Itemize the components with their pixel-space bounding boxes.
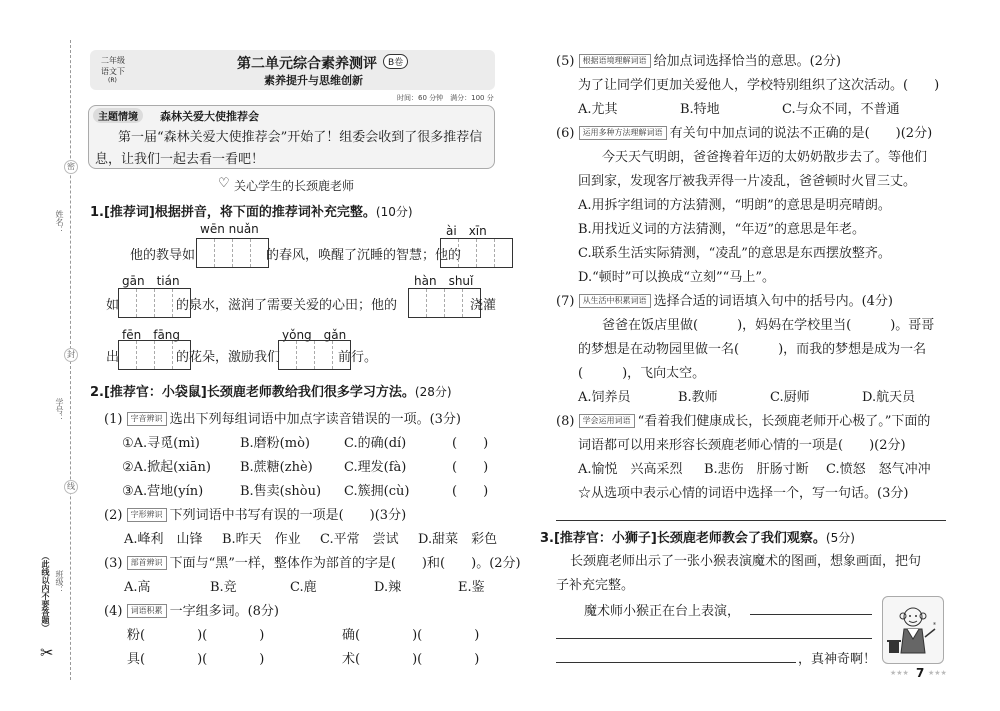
- q1-pinyin-6: yǒng gǎn: [282, 328, 347, 342]
- q3-line-end: ，真神奇啊！: [798, 652, 877, 667]
- option-a: A.峰利 山锋: [124, 532, 203, 547]
- side-vertical-tip: （此线以内不要答题）: [41, 552, 50, 632]
- q2-s6-score: (2分): [900, 126, 933, 141]
- word-char: 术: [342, 652, 356, 667]
- option-b: B.教师: [678, 390, 718, 405]
- page-number: 7: [916, 666, 925, 680]
- page-number-stars-right: ★★★: [928, 669, 947, 677]
- q2-s7-score: (4分): [861, 294, 893, 309]
- option-a: A.尤其: [578, 102, 618, 117]
- theme-line-2: 息，让我们一起去看一看吧！: [95, 152, 265, 167]
- q2-s4-row-4: [342, 648, 479, 667]
- side-mark-feng: 封: [64, 348, 78, 362]
- q2-s3-num: (3): [104, 556, 123, 571]
- q1-row2-c: 浇灌: [470, 298, 497, 313]
- side-mark-mi: 密: [64, 160, 78, 174]
- word-blanks[interactable]: ( )( ): [140, 628, 265, 643]
- q2-s3-tag: 部首辨识: [127, 556, 167, 570]
- q2-s6-tag: 运用多种方法理解词语: [579, 126, 667, 140]
- option-c: C.愤怒 怒气冲冲: [826, 462, 931, 477]
- q2-s6-passage-2: 回到家，发现客厅被我弄得一片凌乱，爸爸顿时火冒三丈。: [578, 174, 917, 189]
- option-a: A.高: [124, 580, 151, 595]
- option-d: D.航天员: [862, 390, 916, 405]
- row-num: ③: [122, 484, 134, 499]
- q2-s3-score: 。(2分): [476, 556, 521, 571]
- q1-pinyin-3: gān tián: [122, 274, 180, 288]
- q2-s6-option-b: B.用找近义词的方法猜测，“年迈”的意思是年老。: [578, 222, 865, 237]
- option-d: D.辣: [374, 580, 402, 595]
- q3-answer-line-2[interactable]: [556, 624, 872, 639]
- option-b: B.悲伤 肝肠寸断: [704, 462, 809, 477]
- theme-line-1: 第一届“森林关爱大使推荐会”开始了！组委会收到了很多推荐信: [118, 130, 483, 145]
- answer-paren[interactable]: ( ): [452, 436, 489, 451]
- q2-s7-passage-1: 爸爸在饭店里做( )，妈妈在学校里当( )。哥哥: [602, 318, 935, 333]
- q2-s2-tag: 字形辨识: [127, 508, 167, 522]
- q2-s6-title: [556, 122, 932, 141]
- q1-pinyin-4: hàn shuǐ: [414, 274, 474, 288]
- word-char: 确: [342, 628, 356, 643]
- q2-s6-passage-1: 今天天气明朗，爸爸搀着年迈的太奶奶散步去了。等他们: [602, 150, 928, 165]
- q2-s1-row-2: [122, 456, 502, 475]
- q2-s8-line-2: [578, 434, 906, 453]
- q2-s1-row-3: [122, 480, 502, 499]
- time-score: 时间：60 分钟 满分：100 分: [397, 94, 494, 102]
- page-title: 第二单元综合素养测评: [237, 56, 377, 72]
- q2-s1-text: 选出下列每组词语中加点字读音错误的一项。: [169, 412, 430, 427]
- q2-s1-score: (3分): [429, 412, 461, 427]
- side-class-label: 班级：: [55, 570, 64, 594]
- row-num: ②: [122, 460, 134, 475]
- q1-row3-b: 的花朵，激励我们: [176, 350, 281, 365]
- q3-bracket: [推荐官：小狮子]: [553, 531, 657, 546]
- q2-s3-paren-1[interactable]: ( ): [390, 556, 428, 571]
- q2-s7-passage-2: 的梦想是在动物园里做一名( )，而我的梦想是成为一名: [578, 342, 927, 357]
- theme-tag: 主题情境: [93, 108, 143, 123]
- q2-s4-tag: 词语积累: [127, 604, 167, 618]
- q2-s4-row-2: [342, 624, 479, 643]
- q3-text: 长颈鹿老师教会了我们观察。: [656, 531, 826, 546]
- option-b: B.昨天 作业: [222, 532, 301, 547]
- edition-badge: B卷: [383, 54, 408, 69]
- option-c: C.簇拥(cù): [344, 484, 410, 499]
- q2-s6-num: (6): [556, 126, 575, 141]
- heart-icon: ♡: [218, 176, 230, 191]
- q2-s8-text: “看着我们健康成长，长颈鹿老师开心极了。”下面的: [637, 414, 931, 429]
- option-d: D.甜菜 彩色: [418, 532, 498, 547]
- q2-s7-text: 选择合适的词语填入句中的括号内。: [653, 294, 862, 309]
- q1-pinyin-1: wēn nuǎn: [200, 222, 259, 236]
- q2-s3-paren-2[interactable]: ( ): [440, 556, 477, 571]
- q1-num: 1.: [90, 205, 104, 220]
- q1-pinyin-2: ài xīn: [446, 224, 487, 238]
- q1-row3-c: 前行。: [338, 350, 378, 365]
- option-b: B.竞: [210, 580, 237, 595]
- q2-score: (28分): [414, 385, 452, 399]
- q2-s6-option-c: C.联系生活实际猜测，“凌乱”的意思是东西摆放整齐。: [578, 246, 891, 261]
- q3-line-3: 魔术师小猴正在台上表演，: [584, 604, 741, 619]
- q1-score: (10分): [375, 205, 413, 219]
- word-char: 具: [127, 652, 141, 667]
- q2-s8-title: [556, 410, 930, 429]
- option-a: A.愉悦 兴高采烈: [578, 462, 683, 477]
- answer-paren[interactable]: ( ): [452, 460, 489, 475]
- option-a: A.营地(yín): [133, 484, 204, 499]
- q2-s1-title: [104, 408, 461, 427]
- q2-s6-option-a: A.用拆字组词的方法猜测，“明朗”的意思是明亮晴朗。: [578, 198, 891, 213]
- q3-line-2: 子补充完整。: [556, 578, 635, 593]
- q2-s8-tag: 学会运用词语: [579, 414, 635, 428]
- q2-s8-paren[interactable]: ( ): [838, 438, 875, 453]
- word-blanks[interactable]: ( )( ): [355, 652, 480, 667]
- page-subtitle: 素养提升与思维创新: [264, 74, 363, 87]
- q1-box-1[interactable]: [196, 238, 269, 268]
- q2-s1-row-1: [122, 432, 502, 451]
- q2-s2-score: (3分): [374, 508, 407, 523]
- side-name-label: 姓名：: [55, 210, 64, 234]
- q1-row1-b: 的春风，唤醒了沉睡的智慧；他的: [266, 248, 462, 263]
- q2-s7-passage-3: ( )，飞向太空。: [578, 366, 706, 381]
- edition-label: (R): [108, 77, 117, 84]
- star-text: ☆从选项中表示心情的词语中选择一个，写一句话。: [578, 486, 878, 501]
- q2-s6-option-d: D.“顿时”可以换成“立刻”“马上”。: [578, 270, 775, 285]
- q2-s4-score: (8分): [247, 604, 279, 619]
- star-score: (3分): [877, 486, 909, 501]
- section-heading: 关心学生的长颈鹿老师: [234, 179, 355, 193]
- q1-row1-a: 他的教导如: [130, 248, 196, 263]
- q3-line-1: 长颈鹿老师出示了一张小猴表演魔术的图画，想象画面，把句: [570, 554, 922, 569]
- q2-s8-num: (8): [556, 414, 575, 429]
- monkey-magician-illustration: [882, 596, 944, 664]
- option-b: B.售卖(shòu): [240, 484, 322, 499]
- q2-bracket: [推荐官：小袋鼠]: [103, 385, 207, 400]
- q2-s4-num: (4): [104, 604, 123, 619]
- q2-s3-text: 下面与“黑”一样，整体作为部首的字是: [169, 556, 391, 571]
- q2-s6-paren[interactable]: ( ): [864, 126, 901, 141]
- side-mark-xian: 线: [64, 480, 78, 494]
- grade-label: 二年级: [101, 56, 125, 65]
- q2-num: 2.: [90, 385, 104, 400]
- svg-text:*: *: [933, 622, 936, 629]
- q2-s3-and: 和: [427, 556, 441, 571]
- row-num: ①: [122, 436, 134, 451]
- scissors-icon: ✂: [40, 643, 54, 662]
- q2-s7-title: [556, 290, 893, 309]
- q1-box-2[interactable]: [440, 238, 513, 268]
- option-c: C.厨师: [770, 390, 810, 405]
- q2-s2-paren[interactable]: ( ): [338, 508, 375, 523]
- q1-title: [90, 201, 413, 220]
- option-b: B.磨粉(mò): [240, 436, 310, 451]
- q2-s4-row-1: [127, 624, 264, 643]
- q3-answer-line-3[interactable]: [556, 648, 796, 663]
- option-b: B.蔗糖(zhè): [240, 460, 313, 475]
- option-c: C.与众不同，不普通: [782, 102, 900, 117]
- q1-text: 根据拼音，将下面的推荐词补充完整。: [154, 205, 376, 220]
- q2-s4-text: 一字组多词。: [169, 604, 248, 619]
- q2-s5-sentence: [578, 74, 939, 93]
- q2-s1-tag: 字音辨识: [127, 412, 167, 426]
- q2-s2-title: [104, 504, 406, 523]
- option-c: C.理发(fà): [344, 460, 407, 475]
- q1-pinyin-5: fēn fāng: [122, 328, 181, 342]
- word-blanks[interactable]: ( )( ): [140, 652, 265, 667]
- q3-answer-line-1[interactable]: [750, 600, 872, 615]
- option-e: E.鉴: [458, 580, 485, 595]
- option-c: C.的确(dí): [344, 436, 407, 451]
- q3-title: [540, 527, 855, 546]
- q2-s8-star: [578, 482, 908, 501]
- q2-s5-num: (5): [556, 54, 575, 69]
- option-a: A.掀起(xiān): [133, 460, 211, 475]
- q3-num: 3.: [540, 531, 554, 546]
- option-a: A.饲养员: [578, 390, 631, 405]
- q2-s1-num: (1): [104, 412, 123, 427]
- theme-title: 森林关爱大使推荐会: [160, 110, 259, 123]
- q3-score: (5分): [825, 531, 855, 545]
- word-char: 粉: [127, 628, 141, 643]
- answer-paren[interactable]: ( ): [903, 78, 940, 93]
- q2-s8-answer-line[interactable]: [556, 506, 946, 521]
- q2-title: [90, 381, 452, 400]
- q1-bracket: [推荐词]: [103, 205, 155, 220]
- option-a: A.寻觅(mì): [133, 436, 200, 451]
- q1-row3-a: 出: [106, 350, 120, 365]
- q2-s4-row-3: [127, 648, 264, 667]
- q2-s7-tag: 从生活中积累词语: [579, 294, 651, 308]
- q1-row2-a: 如: [106, 298, 120, 313]
- q2-text: 长颈鹿老师教给我们很多学习方法。: [206, 385, 415, 400]
- q2-s7-num: (7): [556, 294, 575, 309]
- option-c: C.平常 尝试: [320, 532, 399, 547]
- q2-s3-title: [104, 552, 521, 571]
- option-c: C.鹿: [290, 580, 317, 595]
- q2-s5-title: [556, 50, 841, 69]
- q2-s8-line-2-text: 词语都可以用来形容长颈鹿老师心情的一项是: [578, 438, 839, 453]
- q2-s5-score: (2分): [809, 54, 841, 69]
- q1-row2-b: 的泉水，滋润了需要关爱的心田；他的: [176, 298, 398, 313]
- page-number-stars-left: ★★★: [890, 669, 909, 677]
- q2-s6-text: 有关句中加点词的说法不正确的是: [669, 126, 865, 141]
- sentence-text: 为了让同学们更加关爱他人，学校特别组织了这次活动。: [578, 78, 904, 93]
- side-id-label: 学号：: [55, 398, 64, 422]
- subject-label: 语文下: [101, 67, 125, 76]
- option-b: B.特地: [680, 102, 720, 117]
- answer-paren[interactable]: ( ): [452, 484, 489, 499]
- q2-s8-score: (2分): [874, 438, 906, 453]
- word-blanks[interactable]: ( )( ): [355, 628, 480, 643]
- q2-s2-text: 下列词语中书写有误的一项是: [169, 508, 339, 523]
- q2-s2-num: (2): [104, 508, 123, 523]
- q2-s5-tag: 根据语境理解词语: [579, 54, 651, 68]
- q2-s4-title: [104, 600, 279, 619]
- q2-s5-text: 给加点词选择恰当的意思。: [653, 54, 810, 69]
